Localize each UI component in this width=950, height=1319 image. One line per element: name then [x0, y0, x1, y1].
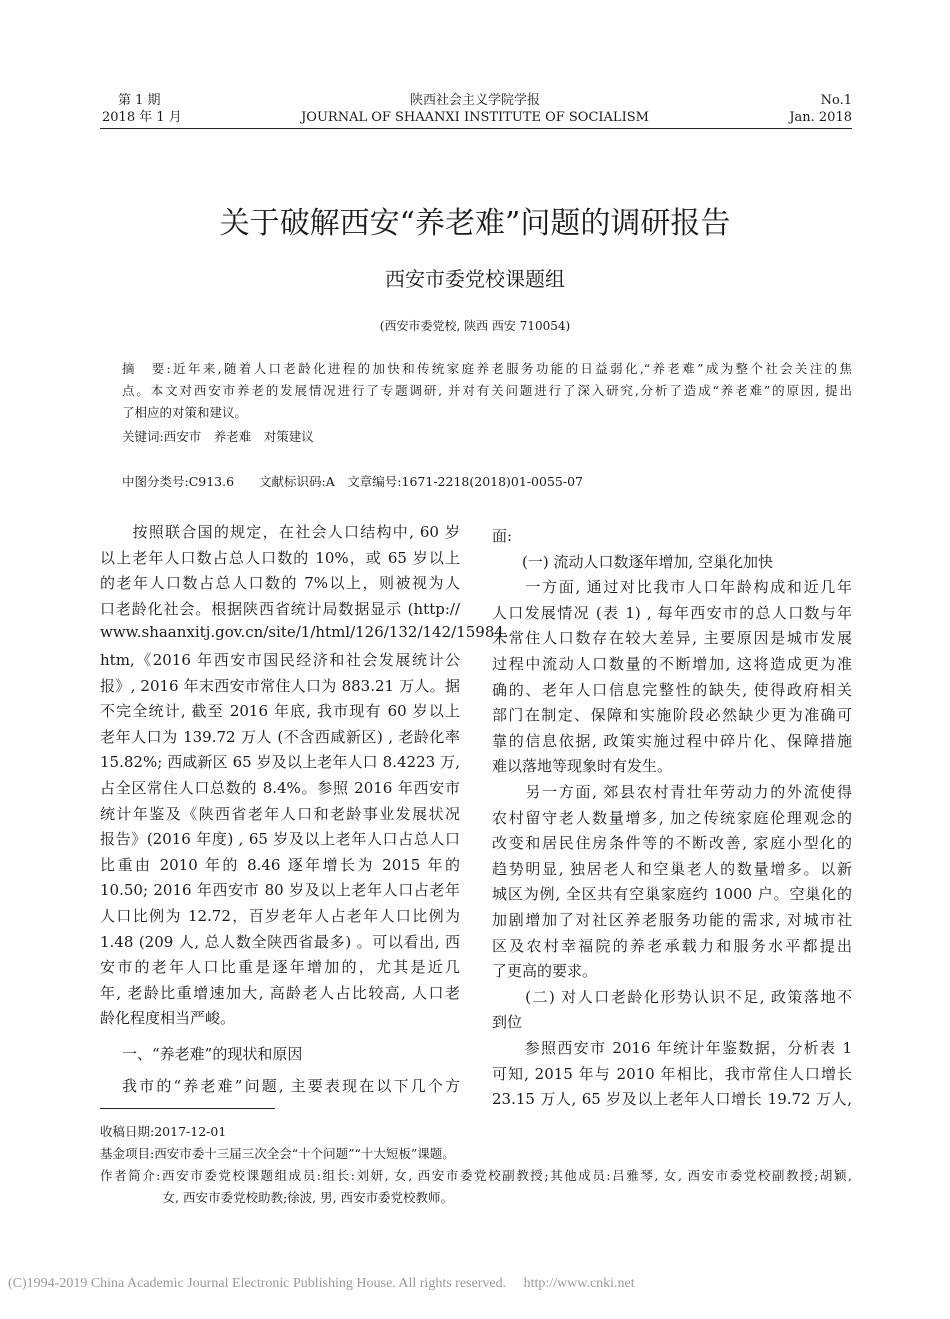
text-line: 一方面, 通过对比我市人口年龄构成和近几年 [492, 578, 852, 597]
text-line: 女, 西安市委党校助教;徐波, 男, 西安市委党校教师。 [100, 1190, 454, 1205]
text-line: 靠的信息依据, 政策实施过程中碎片化、保障措施 [492, 731, 852, 750]
text-line: 人口发展情况 (表 1) , 每年西安市的总人口数与年 [492, 603, 852, 622]
text-line: 了相应的对策和建议。 [122, 405, 248, 420]
keywords: 关键词:西安市 养老难 对策建议 [122, 429, 314, 444]
text-line: 趋势明显, 独居老人和空巢老人的数量增多。以新 [492, 859, 852, 878]
text-line: 占全区常住人口总数的 8.4%。参照 2016 年西安市 [100, 779, 460, 797]
issue-number-en: No.1 [820, 93, 852, 108]
issue-date-en: Jan. 2018 [789, 110, 852, 125]
text-line: 摘 要:近年来,随着人口老龄化进程的加快和传统家庭养老服务功能的日益弱化,“养老难”成为整个社会关注的焦 [122, 361, 852, 376]
text-line: 15.82%; 西咸新区 65 岁及以上老年人口 8.4223 万, [100, 753, 460, 772]
footnote-rule [100, 1108, 275, 1109]
text-line: 区及农村幸福院的养老承载力和服务水平都提出 [492, 936, 852, 955]
text-line: 统计年鉴及《陕西省老年人口和老龄事业发展状况 [100, 804, 460, 823]
text-line: 点。本文对西安市养老的发展情况进行了专题调研, 并对有关问题进行了深入研究,分析了造成“养老难”的原因, 提出 [122, 383, 852, 398]
text-line: 收稿日期:2017-12-01 [100, 1124, 227, 1139]
text-line: 1.48 (209 人, 总人数全陕西省最多) 。可以看出, 西 [100, 932, 460, 951]
text-line: (二) 对人口老龄化形势认识不足, 政策落地不 [492, 987, 852, 1006]
text-line: 加剧增加了对社区养老服务功能的需求, 对城市社 [492, 911, 852, 929]
text-line: 报》, 2016 年末西安市常住人口为 883.21 万人。据 [100, 676, 460, 695]
text-line: 的老年人口数占总人口数的 7%以上，则被视为人 [100, 574, 460, 593]
text-line: 确的、老年人口信息完整性的缺失, 使得政府相关 [492, 680, 852, 699]
article-affiliation: (西安市委党校, 陕西 西安 710054) [379, 319, 571, 333]
text-line: 城区为例, 全区共有空巢家庭约 1000 户。空巢化的 [492, 885, 852, 904]
text-line: 10.50; 2016 年西安市 80 岁及以上老年人口占老年 [100, 881, 460, 900]
text-line: 另一方面, 郊县农村青壮年劳动力的外流使得 [492, 783, 852, 801]
text-line: htm,《2016 年西安市国民经济和社会发展统计公 [100, 651, 460, 669]
text-line: 人口比例为 12.72，百岁老年人占老年人口比例为 [100, 907, 460, 925]
text-line: 年, 老龄比重增速加大, 高龄老人占比较高, 人口老 [100, 983, 460, 1002]
text-line: 部门在制定、保障和实施阶段必然缺少更为准确可 [492, 706, 852, 725]
text-line: 农村留守老人数量增多, 加之传统家庭伦理观念的 [492, 808, 852, 827]
text-line: 安市的老年人口比重是逐年增加的，尤其是近几 [100, 958, 460, 977]
text-line: 参照西安市 2016 年统计年鉴数据，分析表 1 [492, 1039, 852, 1057]
article-title: 关于破解西安“养老难”问题的调研报告 [219, 206, 731, 241]
section-heading: 一、“养老难”的现状和原因 [122, 1045, 303, 1063]
text-line: 可知, 2015 年与 2010 年相比，我市常住人口增长 [492, 1064, 852, 1083]
text-line: 以上老年人口数占总人口数的 10%，或 65 岁以上 [100, 548, 460, 567]
text-line: 了更高的要求。 [492, 962, 598, 981]
text-line: 作者简介:西安市委党校课题组成员:组长:刘妍, 女, 西安市委党校副教授;其他成员:吕雅琴, 女, 西安市委党校副教授;胡颖, [100, 1168, 852, 1183]
text-line: 龄化程度相当严峻。 [100, 1009, 236, 1028]
journal-name-cn: 陕西社会主义学院学报 [409, 93, 540, 108]
text-line: 过程中流动人口数量的不断增加, 这将造成更为准 [492, 655, 852, 673]
text-line: 改变和居民住房条件等的不断改善, 家庭小型化的 [492, 834, 852, 853]
text-line: 23.15 万人, 65 岁及以上老年人口增长 19.72 万人, [492, 1090, 852, 1109]
text-line: (一) 流动人口数逐年增加, 空巢化加快 [492, 552, 774, 571]
text-line: 按照联合国的规定，在社会人口结构中, 60 岁 [100, 523, 460, 541]
copyright: (C)1994-2019 China Academic Journal Electronic Publishing House. All rights reserved. http://www.cnki.net [8, 1276, 635, 1291]
header-rule [100, 128, 852, 129]
journal-name-en: JOURNAL OF SHAANXI INSTITUTE OF SOCIALISM [301, 110, 649, 125]
issue-date: 2018 年 1 月 [102, 110, 182, 125]
article-author: 西安市委党校课题组 [385, 267, 565, 291]
text-line: 报告》(2016 年度) , 65 岁及以上老年人口占总人口 [100, 830, 460, 849]
text-line: 老年人口为 139.72 万人 (不含西咸新区) , 老龄化率 [100, 727, 460, 746]
text-line: www.shaanxitj.gov.cn/site/1/html/126/132/142/15984. [100, 623, 509, 642]
text-line: 难以落地等现象时有发生。 [492, 757, 673, 776]
issue-number: 第 1 期 [118, 93, 161, 108]
text-line: 基金项目:西安市委十三届三次全会“十个问题”“十大短板”课题。 [100, 1146, 455, 1161]
text-line: 到位 [492, 1013, 523, 1032]
text-line: 面: [492, 527, 513, 545]
text-line: 不完全统计, 截至 2016 年底, 我市现有 60 岁以上 [100, 702, 460, 721]
text-line: 末常住人口数存在较大差异, 主要原因是城市发展 [492, 629, 852, 648]
classification: 中图分类号:C913.6 文献标识码:A 文章编号:1671-2218(2018)01-0055-07 [122, 474, 583, 489]
text-line: 口老龄化社会。根据陕西省统计局数据显示 (http:// [100, 599, 460, 618]
text-line: 比重由 2010 年的 8.46 逐年增长为 2015 年的 [100, 855, 460, 874]
paragraph-line: 我市的“养老难”问题, 主要表现在以下几个方 [122, 1077, 460, 1095]
